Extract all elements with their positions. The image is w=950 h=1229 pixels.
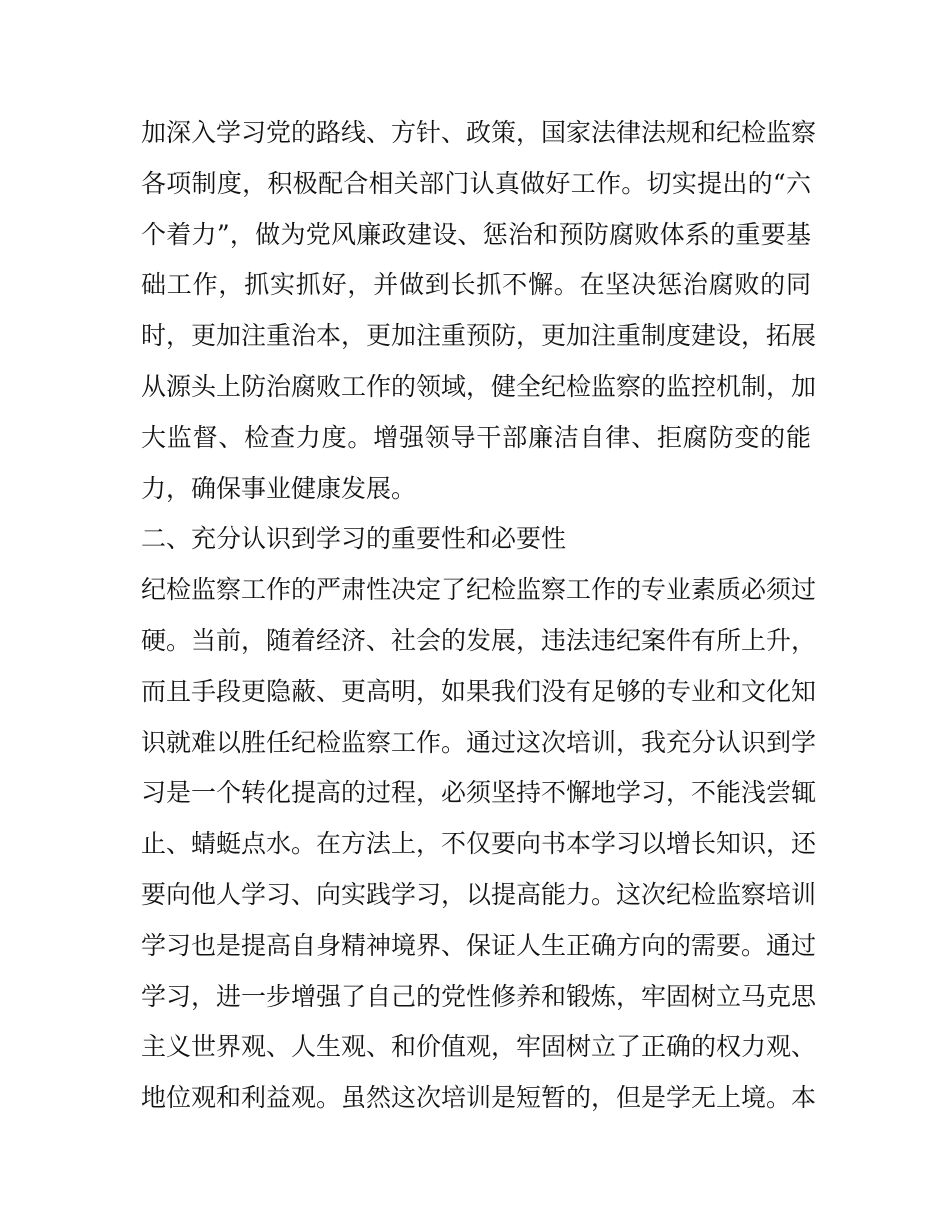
text-line: 纪检监察工作的严肃性决定了纪检监察工作的专业素质必须过	[141, 575, 817, 605]
text-line: 学习也是提高自身精神境界、保证人生正确方向的需要。通过	[141, 930, 817, 960]
paragraph-1	[141, 108, 817, 514]
document-body	[141, 108, 817, 1124]
text-line: 学习，进一步增强了自己的党性修养和锻炼，牢固树立马克思	[141, 981, 817, 1011]
text-line: 主义世界观、人生观、和价值观，牢固树立了正确的权力观、	[141, 1032, 817, 1062]
paragraph-2	[141, 565, 817, 1124]
text-line: 硬。当前，随着经济、社会的发展，违法违纪案件有所上升，	[141, 625, 817, 655]
text-line: 从源头上防治腐败工作的领域，健全纪检监察的监控机制，加	[141, 371, 817, 401]
text-line: 个着力”，做为党风廉政建设、惩治和预防腐败体系的重要基	[141, 219, 811, 249]
text-line: 习是一个转化提高的过程，必须坚持不懈地学习，不能浅尝辄	[141, 778, 817, 808]
text-line: 力，确保事业健康发展。	[141, 473, 417, 503]
section-heading: 二、充分认识到学习的重要性和必要性	[141, 524, 567, 554]
text-line: 各项制度，积极配合相关部门认真做好工作。切实提出的“六	[141, 168, 811, 198]
text-line: 止、蜻蜓点水。在方法上，不仅要向书本学习以增长知识，还	[141, 829, 817, 859]
text-line: 加深入学习党的路线、方针、政策，国家法律法规和纪检监察	[141, 118, 817, 147]
text-line: 要向他人学习、向实践学习，以提高能力。这次纪检监察培训	[141, 879, 817, 909]
text-line: 础工作，抓实抓好，并做到长抓不懈。在坚决惩治腐败的同	[141, 270, 811, 300]
text-line: 时，更加注重治本，更加注重预防，更加注重制度建设，拓展	[141, 321, 817, 351]
text-line: 识就难以胜任纪检监察工作。通过这次培训，我充分认识到学	[141, 727, 817, 757]
text-line: 地位观和利益观。虽然这次培训是短暂的，但是学无上境。本	[141, 1083, 817, 1113]
text-line: 大监督、检查力度。增强领导干部廉洁自律、拒腐防变的能	[141, 422, 811, 452]
text-line: 而且手段更隐蔽、更高明，如果我们没有足够的专业和文化知	[141, 676, 817, 706]
